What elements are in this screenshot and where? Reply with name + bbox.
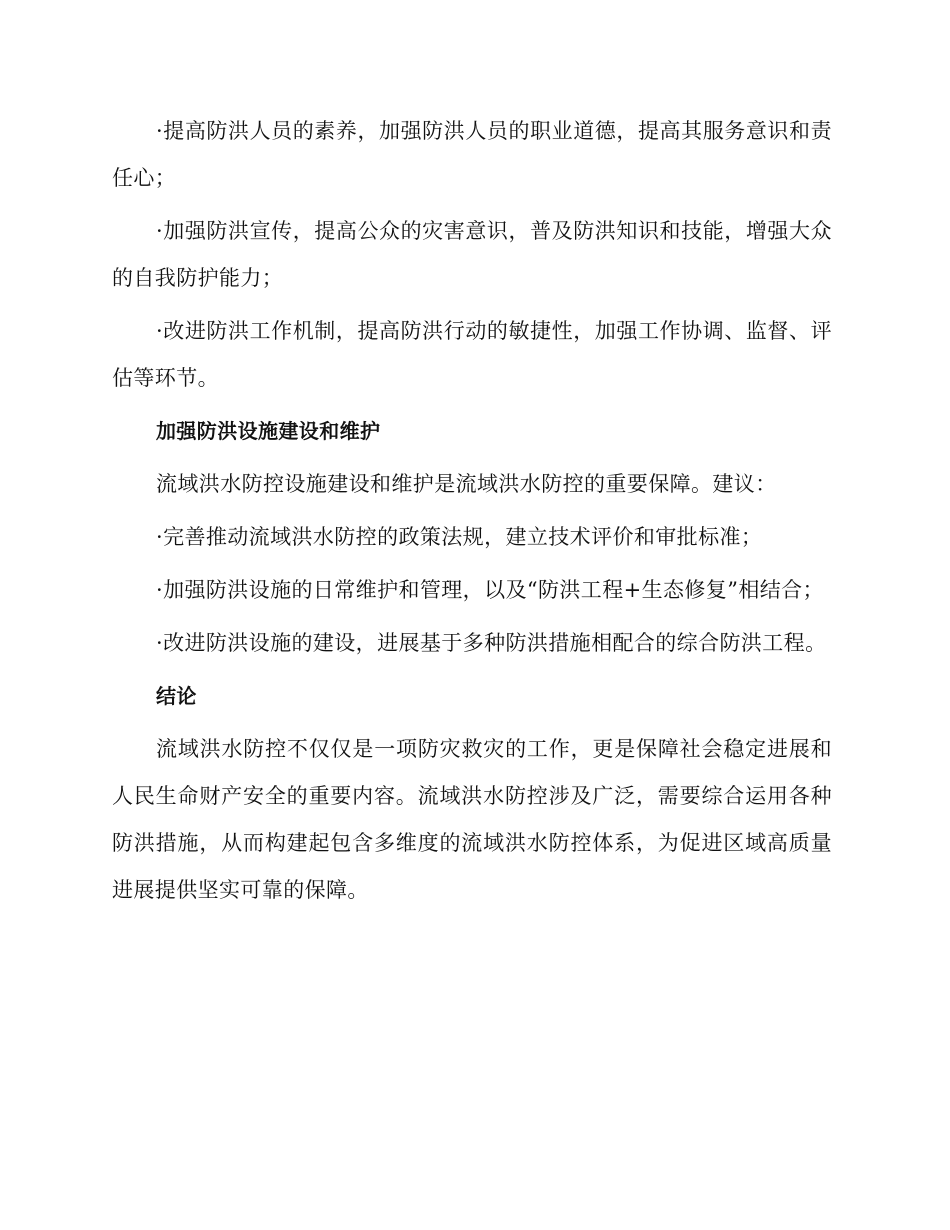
bullet-paragraph: ·改进防洪工作机制，提高防洪行动的敏捷性，加强工作协调、监督、评估等环节。 [112,319,832,390]
bullet-paragraph: ·提高防洪人员的素养，加强防洪人员的职业道德，提高其服务意识和责任心； [112,119,832,190]
section-heading: 加强防洪设施建设和维护 [156,419,381,443]
body-paragraph: 流域洪水防控设施建设和维护是流域洪水防控的重要保障。建议： [156,472,777,496]
bullet-paragraph: ·改进防洪设施的建设，进展基于多种防洪措施相配合的综合防洪工程。 [156,631,827,655]
conclusion-paragraph: 流域洪水防控不仅仅是一项防灾救灾的工作，更是保障社会稳定进展和人民生命财产安全的重要内容。流域洪水防控涉及广泛，需要综合运用各种防洪措施，从而构建起包含多维度的流域洪水防控体系，为促进区域高质量进展提供坚实可靠的保障。 [112,737,832,902]
section-heading: 结论 [156,684,197,708]
bullet-paragraph: ·加强防洪宣传，提高公众的灾害意识，普及防洪知识和技能，增强大众的自我防护能力； [112,219,832,290]
bullet-paragraph: ·加强防洪设施的日常维护和管理，以及“防洪工程+生态修复”相结合； [156,578,824,602]
bullet-paragraph: ·完善推动流域洪水防控的政策法规，建立技术评价和审批标准； [156,525,763,549]
document-body [112,108,832,914]
